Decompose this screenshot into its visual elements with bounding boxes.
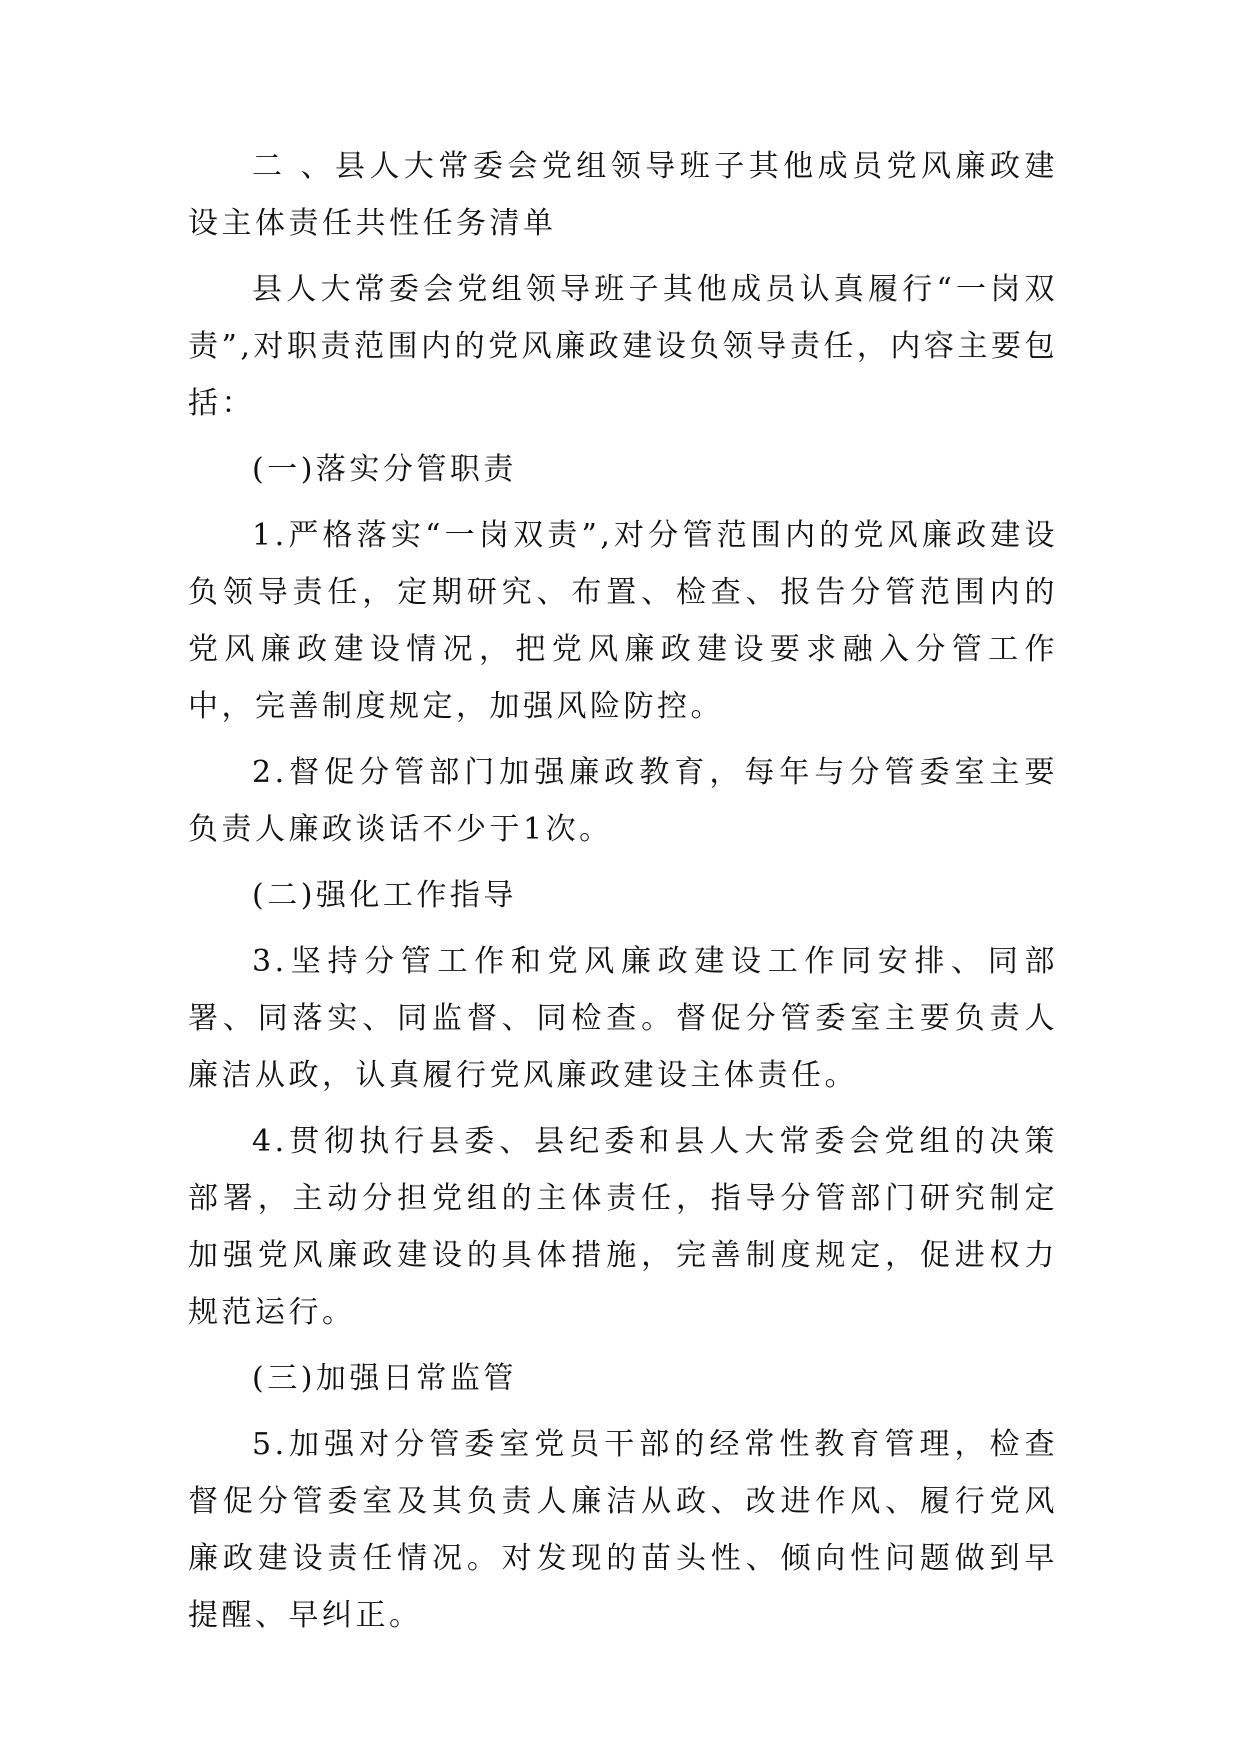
item-4: 4.贯彻执行县委、县纪委和县人大常委会党组的决策部署，主动分担党组的主体责任，指导分管部门研究制定加强党风廉政建设的具体措施，完善制度规定，促进权力规范运行。 (188, 1124, 1058, 1330)
document-body (188, 138, 1058, 1644)
item-3: 3.坚持分管工作和党风廉政建设工作同安排、同部署、同落实、同监督、同检查。督促分管委室主要负责人廉洁从政，认真履行党风廉政建设主体责任。 (188, 944, 1058, 1093)
subheading-1: (一)落实分管职责 (252, 452, 517, 487)
section-heading-2: 二 、县人大常委会党组领导班子其他成员党风廉政建设主体责任共性任务清单 (188, 149, 1058, 241)
item-5: 5.加强对分管委室党员干部的经常性教育管理，检查督促分管委室及其负责人廉洁从政、改进作风、履行党风廉政建设责任情况。对发现的苗头性、倾向性问题做到早提醒、早纠正。 (188, 1427, 1058, 1633)
intro-paragraph: 县人大常委会党组领导班子其他成员认真履行“一岗双责”,对职责范围内的党风廉政建设负领导责任，内容主要包括： (188, 272, 1058, 421)
item-1: 1.严格落实“一岗双责”,对分管范围内的党风廉政建设负领导责任，定期研究、布置、检查、报告分管范围内的党风廉政建设情况，把党风廉政建设要求融入分管工作中，完善制度规定，加强风险防控。 (188, 518, 1058, 724)
subheading-2: (二)强化工作指导 (252, 878, 517, 913)
item-2: 2.督促分管部门加强廉政教育，每年与分管委室主要负责人廉政谈话不少于1次。 (188, 755, 1058, 847)
subheading-3: (三)加强日常监管 (252, 1361, 517, 1396)
